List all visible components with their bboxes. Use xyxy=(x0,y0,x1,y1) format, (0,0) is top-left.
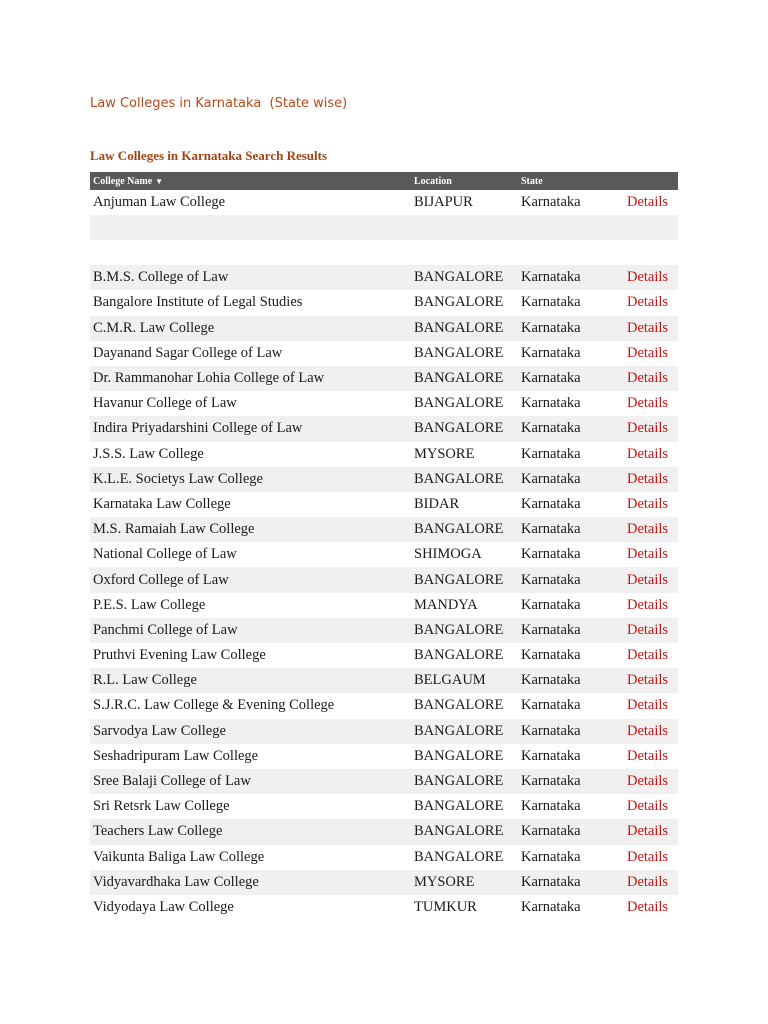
college-location: BANGALORE xyxy=(411,719,518,744)
college-state: Karnataka xyxy=(521,495,581,512)
college-name: Oxford College of Law xyxy=(90,567,411,592)
college-location: BANGALORE xyxy=(411,467,518,492)
college-name: S.J.R.C. Law College & Evening College xyxy=(93,697,335,714)
details-cell xyxy=(624,643,678,668)
details-cell xyxy=(624,265,678,290)
details-link[interactable]: Details xyxy=(627,294,669,311)
results-heading: Law Colleges in Karnataka Search Results xyxy=(90,148,328,163)
details-cell xyxy=(624,341,678,366)
college-location: BANGALORE xyxy=(414,395,504,412)
details-cell xyxy=(624,190,678,215)
college-name: National College of Law xyxy=(93,546,237,563)
details-cell xyxy=(624,593,678,618)
details-link[interactable]: Details xyxy=(627,898,669,915)
column-header-actions xyxy=(624,172,678,190)
details-link[interactable]: Details xyxy=(627,596,669,613)
details-link[interactable]: Details xyxy=(627,546,669,563)
college-location: BIJAPUR xyxy=(414,194,473,211)
details-link[interactable]: Details xyxy=(627,420,669,437)
college-state: Karnataka xyxy=(521,898,581,915)
table-row xyxy=(90,265,678,290)
column-header-state[interactable]: State xyxy=(518,172,624,190)
college-state: Karnataka xyxy=(518,567,624,592)
details-cell xyxy=(624,290,678,315)
college-name: B.M.S. College of Law xyxy=(90,265,411,290)
details-link[interactable]: Details xyxy=(627,747,669,764)
details-link[interactable]: Details xyxy=(627,621,669,638)
column-header-location[interactable]: Location xyxy=(411,172,518,190)
college-name: Vidyavardhaka Law College xyxy=(90,870,411,895)
details-cell xyxy=(624,719,678,744)
college-name: Panchmi College of Law xyxy=(90,618,411,643)
details-cell xyxy=(624,492,678,517)
table-row xyxy=(90,845,678,870)
college-state: Karnataka xyxy=(518,366,624,391)
college-location: BIDAR xyxy=(414,495,460,512)
details-cell xyxy=(624,693,678,718)
table-row xyxy=(90,517,678,542)
college-name: Dr. Rammanohar Lohia College of Law xyxy=(90,366,411,391)
college-name: P.E.S. Law College xyxy=(93,596,206,613)
details-cell xyxy=(624,391,678,416)
table-header-row xyxy=(90,172,678,190)
college-location: BANGALORE xyxy=(411,769,518,794)
page-title: Law Colleges in Karnataka (State wise) xyxy=(90,96,348,111)
details-link[interactable]: Details xyxy=(627,672,669,689)
table-row xyxy=(90,794,678,819)
table-row xyxy=(90,618,678,643)
table-row xyxy=(90,819,678,844)
table-row xyxy=(90,567,678,592)
college-state: Karnataka xyxy=(521,395,581,412)
college-name: C.M.R. Law College xyxy=(90,316,411,341)
details-cell xyxy=(624,819,678,844)
table-row xyxy=(90,643,678,668)
college-state: Karnataka xyxy=(521,697,581,714)
college-location: BELGAUM xyxy=(411,668,518,693)
details-cell xyxy=(624,618,678,643)
details-link[interactable]: Details xyxy=(627,470,669,487)
college-location: MYSORE xyxy=(414,445,475,462)
table-row xyxy=(90,895,678,920)
table-row xyxy=(90,492,678,517)
college-name: Vidyodaya Law College xyxy=(93,898,234,915)
table-row xyxy=(90,593,678,618)
college-name: Sri Retsrk Law College xyxy=(93,798,230,815)
college-name: Pruthvi Evening Law College xyxy=(93,647,266,664)
college-name: Seshadripuram Law College xyxy=(93,747,259,764)
college-location: BANGALORE xyxy=(414,294,504,311)
details-cell xyxy=(624,769,678,794)
details-link[interactable]: Details xyxy=(627,370,669,387)
college-name: Sree Balaji College of Law xyxy=(90,769,411,794)
college-state: Karnataka xyxy=(521,647,581,664)
table-row xyxy=(90,190,678,215)
details-link[interactable]: Details xyxy=(627,344,669,361)
college-name: Dayanand Sagar College of Law xyxy=(93,344,283,361)
college-state: Karnataka xyxy=(521,294,581,311)
college-location: BANGALORE xyxy=(414,848,504,865)
blank-row xyxy=(90,240,678,265)
college-state: Karnataka xyxy=(521,798,581,815)
table-row xyxy=(90,290,678,315)
details-cell xyxy=(624,416,678,441)
college-state: Karnataka xyxy=(518,416,624,441)
table-row xyxy=(90,467,678,492)
college-state: Karnataka xyxy=(518,467,624,492)
table-row xyxy=(90,870,678,895)
column-header-label: College Name xyxy=(93,175,153,187)
college-state: Karnataka xyxy=(521,194,581,211)
college-name: Indira Priyadarshini College of Law xyxy=(90,416,411,441)
details-cell xyxy=(624,467,678,492)
table-row xyxy=(90,693,678,718)
results-table xyxy=(90,172,678,920)
sort-descending-icon[interactable]: ▼ xyxy=(155,176,164,186)
college-state: Karnataka xyxy=(518,265,624,290)
details-link[interactable]: Details xyxy=(627,873,669,890)
details-link[interactable]: Details xyxy=(627,823,669,840)
table-row xyxy=(90,719,678,744)
details-link[interactable]: Details xyxy=(627,194,669,211)
details-cell xyxy=(624,542,678,567)
college-state: Karnataka xyxy=(521,596,581,613)
table-row xyxy=(90,391,678,416)
table-row xyxy=(90,542,678,567)
college-name: Sarvodya Law College xyxy=(90,719,411,744)
college-name: Bangalore Institute of Legal Studies xyxy=(93,294,303,311)
table-row xyxy=(90,442,678,467)
college-name: Karnataka Law College xyxy=(93,495,231,512)
college-name: Vaikunta Baliga Law College xyxy=(93,848,265,865)
details-link[interactable]: Details xyxy=(627,521,669,538)
college-state: Karnataka xyxy=(518,517,624,542)
college-location: BANGALORE xyxy=(411,819,518,844)
details-link[interactable]: Details xyxy=(627,647,669,664)
details-link[interactable]: Details xyxy=(627,269,669,286)
college-location: MYSORE xyxy=(411,870,518,895)
college-location: BANGALORE xyxy=(414,798,504,815)
results-body xyxy=(90,190,678,920)
details-cell xyxy=(624,366,678,391)
college-location: MANDYA xyxy=(414,596,478,613)
table-row xyxy=(90,416,678,441)
details-cell xyxy=(624,845,678,870)
column-header-college-name[interactable] xyxy=(90,172,411,190)
college-location: BANGALORE xyxy=(411,618,518,643)
details-link[interactable]: Details xyxy=(627,395,669,412)
college-state: Karnataka xyxy=(518,769,624,794)
college-state: Karnataka xyxy=(518,819,624,844)
college-location: SHIMOGA xyxy=(414,546,482,563)
college-state: Karnataka xyxy=(521,747,581,764)
details-cell xyxy=(624,870,678,895)
college-location: BANGALORE xyxy=(411,265,518,290)
table-row xyxy=(90,341,678,366)
college-name: R.L. Law College xyxy=(90,668,411,693)
college-state: Karnataka xyxy=(521,848,581,865)
college-name: J.S.S. Law College xyxy=(93,445,204,462)
details-link[interactable]: Details xyxy=(627,722,669,739)
details-cell xyxy=(624,567,678,592)
college-name: K.L.E. Societys Law College xyxy=(90,467,411,492)
details-cell xyxy=(624,895,678,920)
college-location: BANGALORE xyxy=(411,517,518,542)
details-cell xyxy=(624,794,678,819)
college-location: BANGALORE xyxy=(414,747,504,764)
details-cell xyxy=(624,442,678,467)
details-cell xyxy=(624,668,678,693)
table-row xyxy=(90,744,678,769)
college-name: Havanur College of Law xyxy=(93,395,237,412)
college-location: BANGALORE xyxy=(411,416,518,441)
college-state: Karnataka xyxy=(521,546,581,563)
table-row xyxy=(90,668,678,693)
college-state: Karnataka xyxy=(518,618,624,643)
details-link[interactable]: Details xyxy=(627,798,669,815)
details-cell xyxy=(624,517,678,542)
college-name: Teachers Law College xyxy=(90,819,411,844)
college-location: TUMKUR xyxy=(414,898,477,915)
college-location: BANGALORE xyxy=(411,366,518,391)
details-link[interactable]: Details xyxy=(627,571,669,588)
college-state: Karnataka xyxy=(518,316,624,341)
college-name: M.S. Ramaiah Law College xyxy=(90,517,411,542)
spacer-row xyxy=(90,215,678,240)
details-link[interactable]: Details xyxy=(627,697,669,714)
college-state: Karnataka xyxy=(518,870,624,895)
details-link[interactable]: Details xyxy=(627,445,669,462)
college-state: Karnataka xyxy=(518,668,624,693)
details-cell xyxy=(624,316,678,341)
table-row xyxy=(90,769,678,794)
college-location: BANGALORE xyxy=(414,344,504,361)
college-location: BANGALORE xyxy=(411,316,518,341)
table-row xyxy=(90,316,678,341)
college-state: Karnataka xyxy=(521,445,581,462)
details-link[interactable]: Details xyxy=(627,848,669,865)
details-link[interactable]: Details xyxy=(627,773,669,790)
college-state: Karnataka xyxy=(521,344,581,361)
details-link[interactable]: Details xyxy=(627,495,669,512)
college-location: BANGALORE xyxy=(414,647,504,664)
college-state: Karnataka xyxy=(518,719,624,744)
details-link[interactable]: Details xyxy=(627,319,669,336)
college-location: BANGALORE xyxy=(414,697,504,714)
details-cell xyxy=(624,744,678,769)
table-row xyxy=(90,366,678,391)
college-location: BANGALORE xyxy=(411,567,518,592)
college-name: Anjuman Law College xyxy=(93,194,226,211)
